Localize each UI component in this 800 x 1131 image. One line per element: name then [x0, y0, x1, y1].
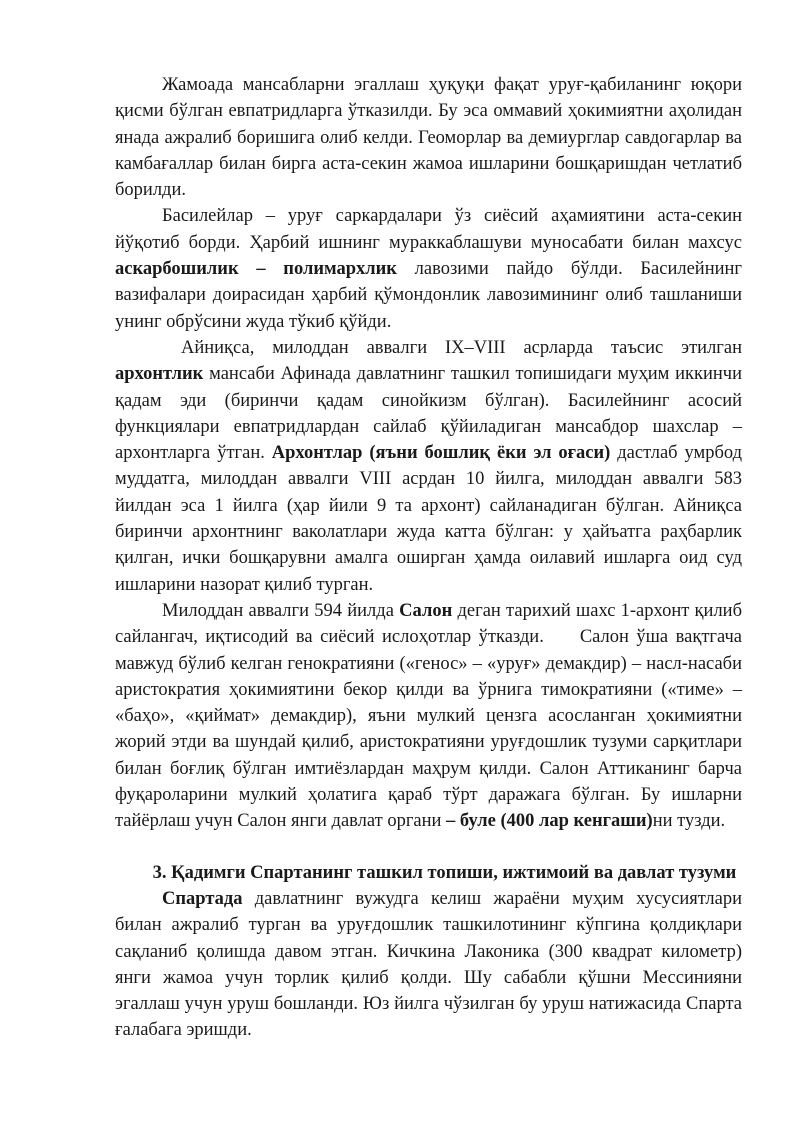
paragraph-text: Айниқса, милоддан аввалги IX–VIII асрларда таъсис этилган	[181, 337, 742, 358]
paragraph-text: деган тарихий шахс 1-архонт қилиб сайлангач, иқтисодий ва сиёсий ислоҳотлар ўтказди.	[115, 600, 742, 648]
paragraph-archons	[115, 335, 742, 598]
bold-term-archons: Архонтлар (яъни бошлиқ ёки эл оғаси)	[271, 443, 611, 464]
bold-term-polemarch: аскарбошилик – полимархлик	[115, 259, 397, 280]
paragraph-basileus	[115, 203, 742, 334]
paragraph-text: Жамоада мансабларни эгаллаш ҳуқуқи фақат уруғ-қабиланинг юқори қисми бўлган евпатридларга ўтказилди. Бу эса оммавий ҳокимиятни аҳолидан янада ажралиб боришига олиб келди. Геоморлар ва демиурглар савдогарлар ва камбағаллар билан бирга аста-секин жамоа ишларини бошқаришдан четлатиб борилди.	[115, 75, 742, 201]
paragraph-text: дастлаб умрбод муддатга, милоддан аввалги VIII асрдан 10 йилга, милоддан аввалги 583 йилдан эса 1 йилга (ҳар йили 9 та архонт) сайланадиган бўлган. Айниқса биринчи архонтнинг ваколатлари жуда катта бўлган: у ҳайъатга раҳбарлик қилган, ички бошқарувни амалга оширган ҳамда оилавий ишларга оид суд ишларини назорат қилиб турган.	[115, 443, 742, 595]
bold-term-boule: – буле (400 лар кенгаши)	[446, 811, 653, 832]
paragraph-sparta	[115, 886, 742, 1044]
document-page	[115, 72, 742, 1044]
paragraph-text: лавозими пайдо бўлди. Басилейнинг вазифалари доирасидан ҳарбий қўмондонлик лавозимининг олиб ташланиши унинг обрўсини жуда тўкиб қўйди.	[115, 259, 742, 332]
paragraph-eupatrids	[115, 72, 742, 203]
paragraph-text: давлатнинг вужудга келиш жараёни муҳим хусусиятлари билан ажралиб турган ва уруғдошлик ташкилотининг кўпгина қолдиқлари сақланиб қолишда давом этган. Кичкина Лаконика (300 квадрат километр) янги жамоа учун торлик қилиб қолди. Шу сабабли қўшни Мессинияни эгаллаш учун уруш бошланди. Юз йилга чўзилган бу уруш натижасида Спарта ғалабага эришди.	[115, 888, 742, 1041]
section-heading: 3. Қадимги Спартанинг ташкил топиши, ижтимоий ва давлат тузуми	[152, 862, 737, 883]
paragraph-text: Милоддан аввалги 594 йилда	[162, 600, 400, 621]
paragraph-text: ни тузди.	[652, 811, 726, 832]
bold-term-archonship: архонтлик	[115, 364, 204, 385]
bold-term-sparta: Спартада	[162, 888, 243, 909]
paragraph-solon	[115, 598, 742, 835]
paragraph-text: Салон ўша вақтгача мавжуд бўлиб келган генократияни («генос» – «уруғ» демакдир) – насл-насаби аристократия ҳокимиятини бекор қилди ва ўрнига тимократияни («тиме» – «баҳо», «қиймат» демакдир), яъни мулкий цензга асосланган ҳокимиятни жорий этди ва шундай қилиб, аристократияни уруғдошлик тузуми сарқитлари билан боғлиқ бўлган имтиёзлардан маҳрум қилди. Салон Аттиканинг барча фуқароларини мулкий ҳолатига қараб тўрт даражага бўлган. Бу ишларни тайёрлаш учун Салон янги давлат органи	[115, 627, 743, 832]
bold-term-solon: Салон	[399, 600, 453, 621]
paragraph-text: Басилейлар – уруғ саркардалари ўз сиёсий аҳамиятини аста-секин йўқотиб борди. Ҳарбий ишнинг мураккаблашуви муносабати билан махсус	[115, 206, 742, 253]
paragraph-text: мансаби Афинада давлатнинг ташкил топишидаги муҳим иккинчи қадам эди (биринчи қадам синойкизм бўлган). Басилейнинг асосий функциялари евпатридлардан сайлаб қўйиладиган мансабдор шахслар – архонтларга ўтган.	[115, 364, 742, 464]
